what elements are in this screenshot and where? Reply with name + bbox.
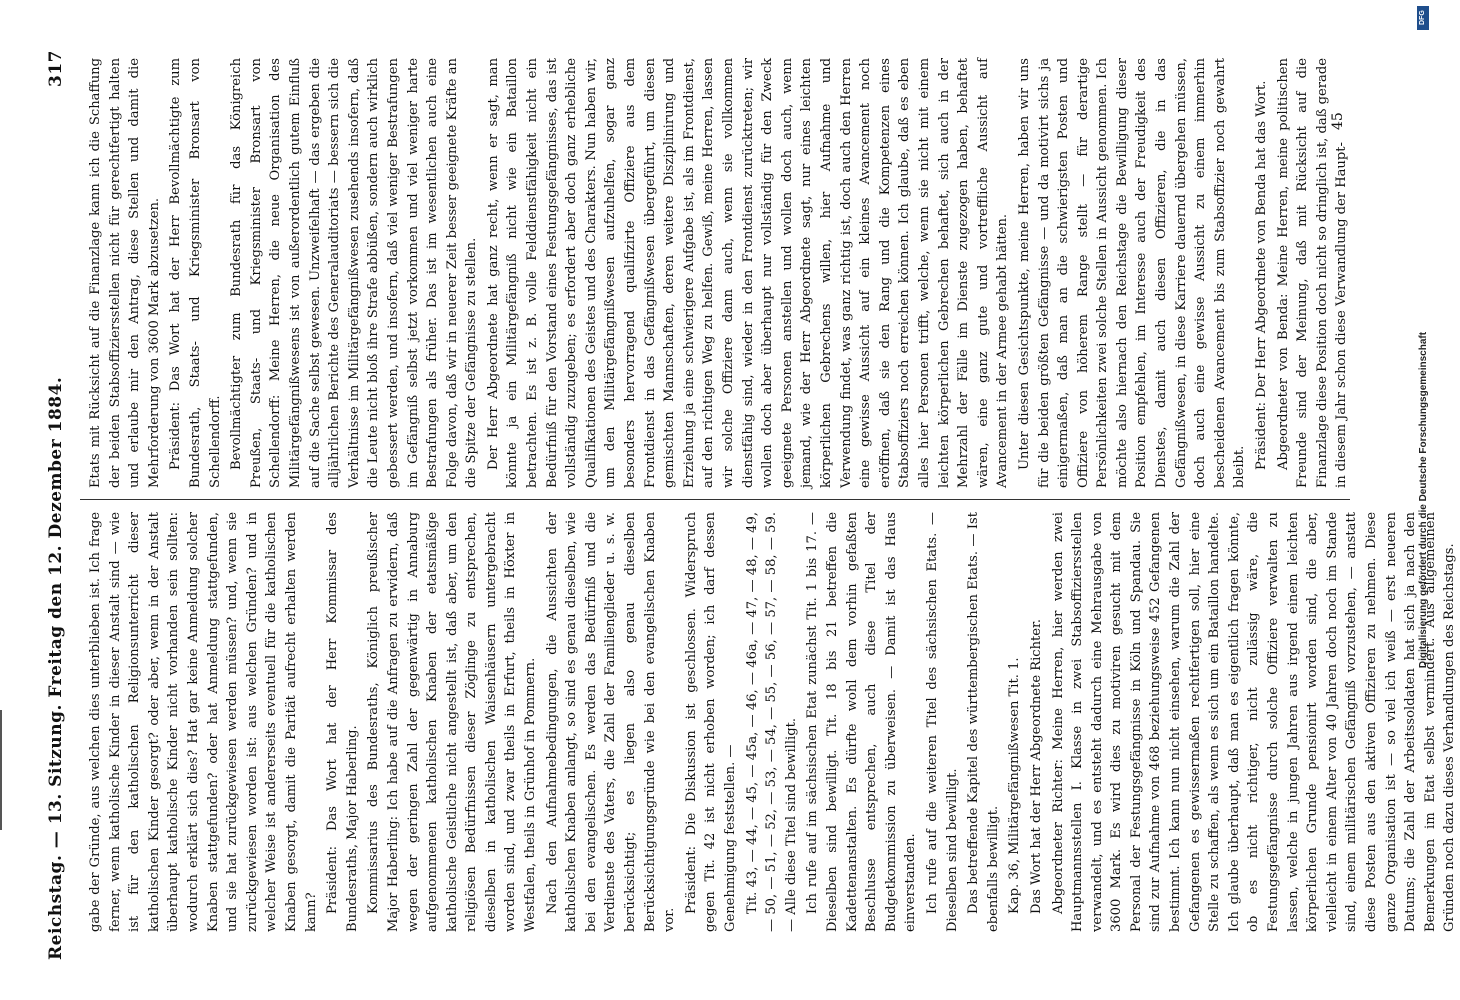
right-column xyxy=(86,58,1350,488)
paragraph: Etats mit Rücksicht auf die Finanzlage kann ich die Schaffung der beiden Stabsoffiziersstellen nicht für gerechtfertigt halten und erlaube mir den Antrag, diese Stellen und damit die Mehrforderung von 3600 Mark abzusetzen. xyxy=(88,58,162,488)
left-column xyxy=(86,512,1458,932)
paragraph: Ich rufe auf die weiteren Titel des sächsischen Etats. — Dieselben sind bewilligt. xyxy=(924,512,960,932)
paragraph: Tit. 43, — 44, — 45, — 45a, — 46, — 46a, — 47, — 48, — 49, — 50, — 51, — 52, — 53, — 54, — 55, — 56, — 57, — 58, — 59. — Alle diese Titel sind bewilligt. xyxy=(744,512,799,932)
signature-number: 45 xyxy=(1330,112,1346,130)
page-header xyxy=(46,50,72,960)
funding-note: Digitalisierung gefördert durch die Deutsche Forschungsgemeinschaft xyxy=(1418,331,1429,669)
paragraph: Der Herr Abgeordnete hat ganz recht, wenn er sagt, man könnte ja ein Militärgefängniß nicht wie ein Bataillon betrachten. Es ist z. B. volle Felddienstfähigkeit nicht ein Bedürfniß für den Vorstand eines Festungsgefängnisses, das ist vollständig zuzugeben; es erfordert aber doch ganz erhebliche Qualifikationen des Geistes und des Charakters. Nun haben wir, um den Militärgefängnißwesen aufzuhelfen, sogar ganz besonders hervorragend qualifizirte Offiziere aus dem Frontdienst in das Gefängnißwesen übergeführt, um diesen gemischten Mannschaften, deren weitere Disziplinirung und Erziehung ja eine schwierigere Aufgabe ist, als im Frontdienst, auf den richtigen Weg zu helfen. Gewiß, meine Herren, lassen wir solche Offiziere dann auch, wenn sie vollkommen dienstfähig sind, wieder in den Frontdienst zurücktreten; wir wollen doch aber überhaupt nur vollständig für den Zweck geeignete Personen anstellen und wollen doch auch, wenn jemand, wie der Herr Abgeordnete sagt, nur eines leichten körperlichen Gebrechens willen, hier Aufnahme und Verwendung findet, was ganz richtig ist, doch auch den Herren eine gewisse Aussicht auf ein kleines Avancement noch eröffnen, daß sie den Rang und die Kompetenzen eines Stabsoffiziers noch erreichen können. Ich glaube, daß es eben alles hier Personen trifft, welche, wenn sie nicht mit einem leichten körperlichen Gebrechen behaftet, sich auch in der Mehrzahl der Fälle im Dienste zugezogen haben, behaftet wären, eine ganz gute und vortreffliche Aussicht auf Avancement in der Armee gehabt hätten. xyxy=(485,58,1011,488)
header-title: Reichstag. — 13. Sitzung. Freitag den 12. Dezember 1884. xyxy=(46,376,66,960)
paragraph: Abgeordneter Richter: Meine Herren, hier werden zwei Hauptmannsstellen I. Klasse in zwei Stabsoffiziersstellen verwandelt, und es entsteht dadurch eine Mehrausgabe von 3600 Mark. Es wird dies zu motiviren gesucht mit dem Personal der Festungsgefängnisse in Köln und Spandau. Sie sind zur Aufnahme von 468 beziehungsweise 452 Gefangenen bestimmt. Ich kann nun nicht einsehen, warum die Zahl der Gefangenen es gewissermaßen rechtfertigen soll, hier eine Stelle zu schaffen, als wenn es sich um ein Bataillon handelte. Ich glaube überhaupt, daß man es eigentlich fragen könnte, ob es nicht richtiger, nicht zulässig wäre, die Festungsgefängnisse durch solche Offiziere verwalten zu lassen, welche in jungen Jahren aus irgend einem leichten körperlichen Grunde pensionirt worden sind, die aber, vielleicht in einem Alter von 40 Jahren doch noch im Stande sind, einem militärischen Gefängniß vorzustehen, — anstatt diese Posten aus den aktiven Offizieren zu nehmen. Diese ganze Organisation ist — so viel ich weiß — erst neueren Datums; die Zahl der Arbeitssoldaten hat sich ja nach den Bemerkungen im Etat selbst vermindert. Aus allgemeinen Gründen noch dazu dieses Verhandlungen des Reichstags. xyxy=(1050,512,1458,932)
digitization-sidebar xyxy=(1414,0,1432,1000)
paragraph: Präsident: Die Diskussion ist geschlossen. Widerspruch gegen Tit. 42 ist nicht erhoben worden; ich darf dessen Genehmigung feststellen. — xyxy=(683,512,738,932)
paragraph: Präsident: Der Herr Abgeordnete von Benda hat das Wort. xyxy=(1254,80,1270,470)
paragraph: Unter diesen Gesichtspunkte, meine Herren, haben wir uns für die beiden größten Gefängnisse — und da motivirt sichs ja einigermaßen, daß man an die schwierigsten Posten und Offiziere von höherem Range stellt — für derartige Persönlichkeiten zwei solche Stellen in Aussicht genommen. Ich möchte also hiernach den Reichstage die Bewilligung dieser Position empfehlen, im Interesse auch der Freudigkeit des Dienstes, damit auch diesen Offizieren, die in das Gefängnißwesen, in diese Karriere dauernd übergehen müssen, doch auch eine gewisse Aussicht zu einem immerhin bescheidenen Avancement bis zum Stabsoffizier noch gewahrt bleibt. xyxy=(1016,58,1248,488)
paragraph: Das betreffende Kapitel des württembergischen Etats. — Ist ebenfalls bewilligt. xyxy=(966,512,1001,932)
paragraph: Präsident: Das Wort hat der Herr Bevollmächtigte zum Bundesrath, Staats- und Kriegsminister Bronsart von Schellendorff. xyxy=(168,58,223,488)
paragraph: Nach den Aufnahmebedingungen, die Aussichten der katholischen Knaben anlangt, so sind es genau dieselben, wie bei den evangelischen. Es werden das Bedürfniß und die Verdienste des Vaters, die Zahl der Familienglieder u. s. w. berücksichtigt; es liegen also genau dieselben Berücksichtigungsgründe wie bei den evangelischen Knaben vor. xyxy=(544,512,678,932)
paragraph: Das Wort hat der Herr Abgeordnete Richter. xyxy=(1028,618,1044,914)
dfg-logo: DFG xyxy=(1417,6,1429,30)
paragraph: Abgeordneter von Benda: Meine Herren, meine politischen Freunde sind der Meinung, daß mit Rücksicht auf die Finanzlage diese Position doch nicht so dringlich ist, daß gerade in diesem Jahr schon diese Verwandlung der Haupt- xyxy=(1275,58,1350,488)
column-divider xyxy=(80,499,1350,500)
page-number: 317 xyxy=(46,50,66,87)
paragraph: Kommissarius des Bundesraths, Königlich preußischer Major Haberling: Ich habe auf die Anfragen zu erwidern, daß wegen der geringen Zahl der gegenwärtig in Annaburg aufgenommenen katholischen Knaben der etatsmäßige katholische Geistliche nicht angestellt ist, daß aber, um den religiösen Bedürfnissen dieser Zöglinge zu entsprechen, dieselben in katholischen Waisenhäusern untergebracht worden sind, und zwar theils in Erfurt, theils in Höxter in Westfalen, theils in Grünhof in Pommern. xyxy=(366,512,539,932)
paragraph: gabe der Gründe, aus welchen dies unterblieben ist. Ich frage ferner, wenn katholische Kinder in dieser Anstalt sind — wie ist für den katholischen Religionsunterricht dieser katholischen Kinder gesorgt? oder aber, wenn in der Anstalt überhaupt katholische Kinder nicht vorhanden sein sollten: wodurch erklärt sich dies? Hat gar keine Anmeldung solcher Knaben stattgefunden? oder hat Anmeldung stattgefunden, und sie hat zurückgewiesen werden müssen? und, wenn sie zurückgewiesen worden ist: aus welchen Gründen? und in welcher Weise ist andererseits eventuell für die katholischen Knaben gesorgt, damit die Parität aufrecht erhalten werden kann? xyxy=(88,512,319,932)
paragraph: Kap. 36, Militärgefängnißwesen Tit. 1. xyxy=(1007,657,1023,914)
scan-mark xyxy=(0,710,2,830)
paragraph: Ich rufe auf im sächsischen Etat zunächst Tit. 1 bis 17. — Dieselben sind bewilligt. Tit. 18 bis 21 betreffen die Kadettenanstalten. Es dürfte wohl dem vorhin gefaßten Beschlusse entsprechen, auch diese Titel der Budgetkommission zu überweisen. — Damit ist das Haus einverstanden. xyxy=(805,512,919,932)
paragraph: Präsident: Das Wort hat der Herr Kommissar des Bundesraths, Major Haberling. xyxy=(325,512,360,932)
paragraph: Bevollmächtigter zum Bundesrath für das Königreich Preußen, Staats- und Kriegsminister Bronsart von Schellendorff: Meine Herren, die neue Organisation des Militärgefängnißwesens ist von außerordentlich gutem Einfluß auf die Sache selbst gewesen. Unzweifelhaft — das ergeben die alljährlichen Berichte des Generalauditoriats — bessern sich die Verhältnisse im Militärgefängnißwesen zusehends insofern, daß die Leute nicht bloß ihre Strafe abbüßen, sondern auch wirklich gebessert werden, und insofern, daß viel weniger Bestrafungen im Gefängniß selbst jetzt vorkommen und viel weniger harte Bestrafungen als früher. Das ist im wesentlichen auch eine Folge davon, daß wir in neuerer Zeit besser geeignete Kräfte an die Spitze der Gefängnisse zu stellen. xyxy=(229,58,480,488)
